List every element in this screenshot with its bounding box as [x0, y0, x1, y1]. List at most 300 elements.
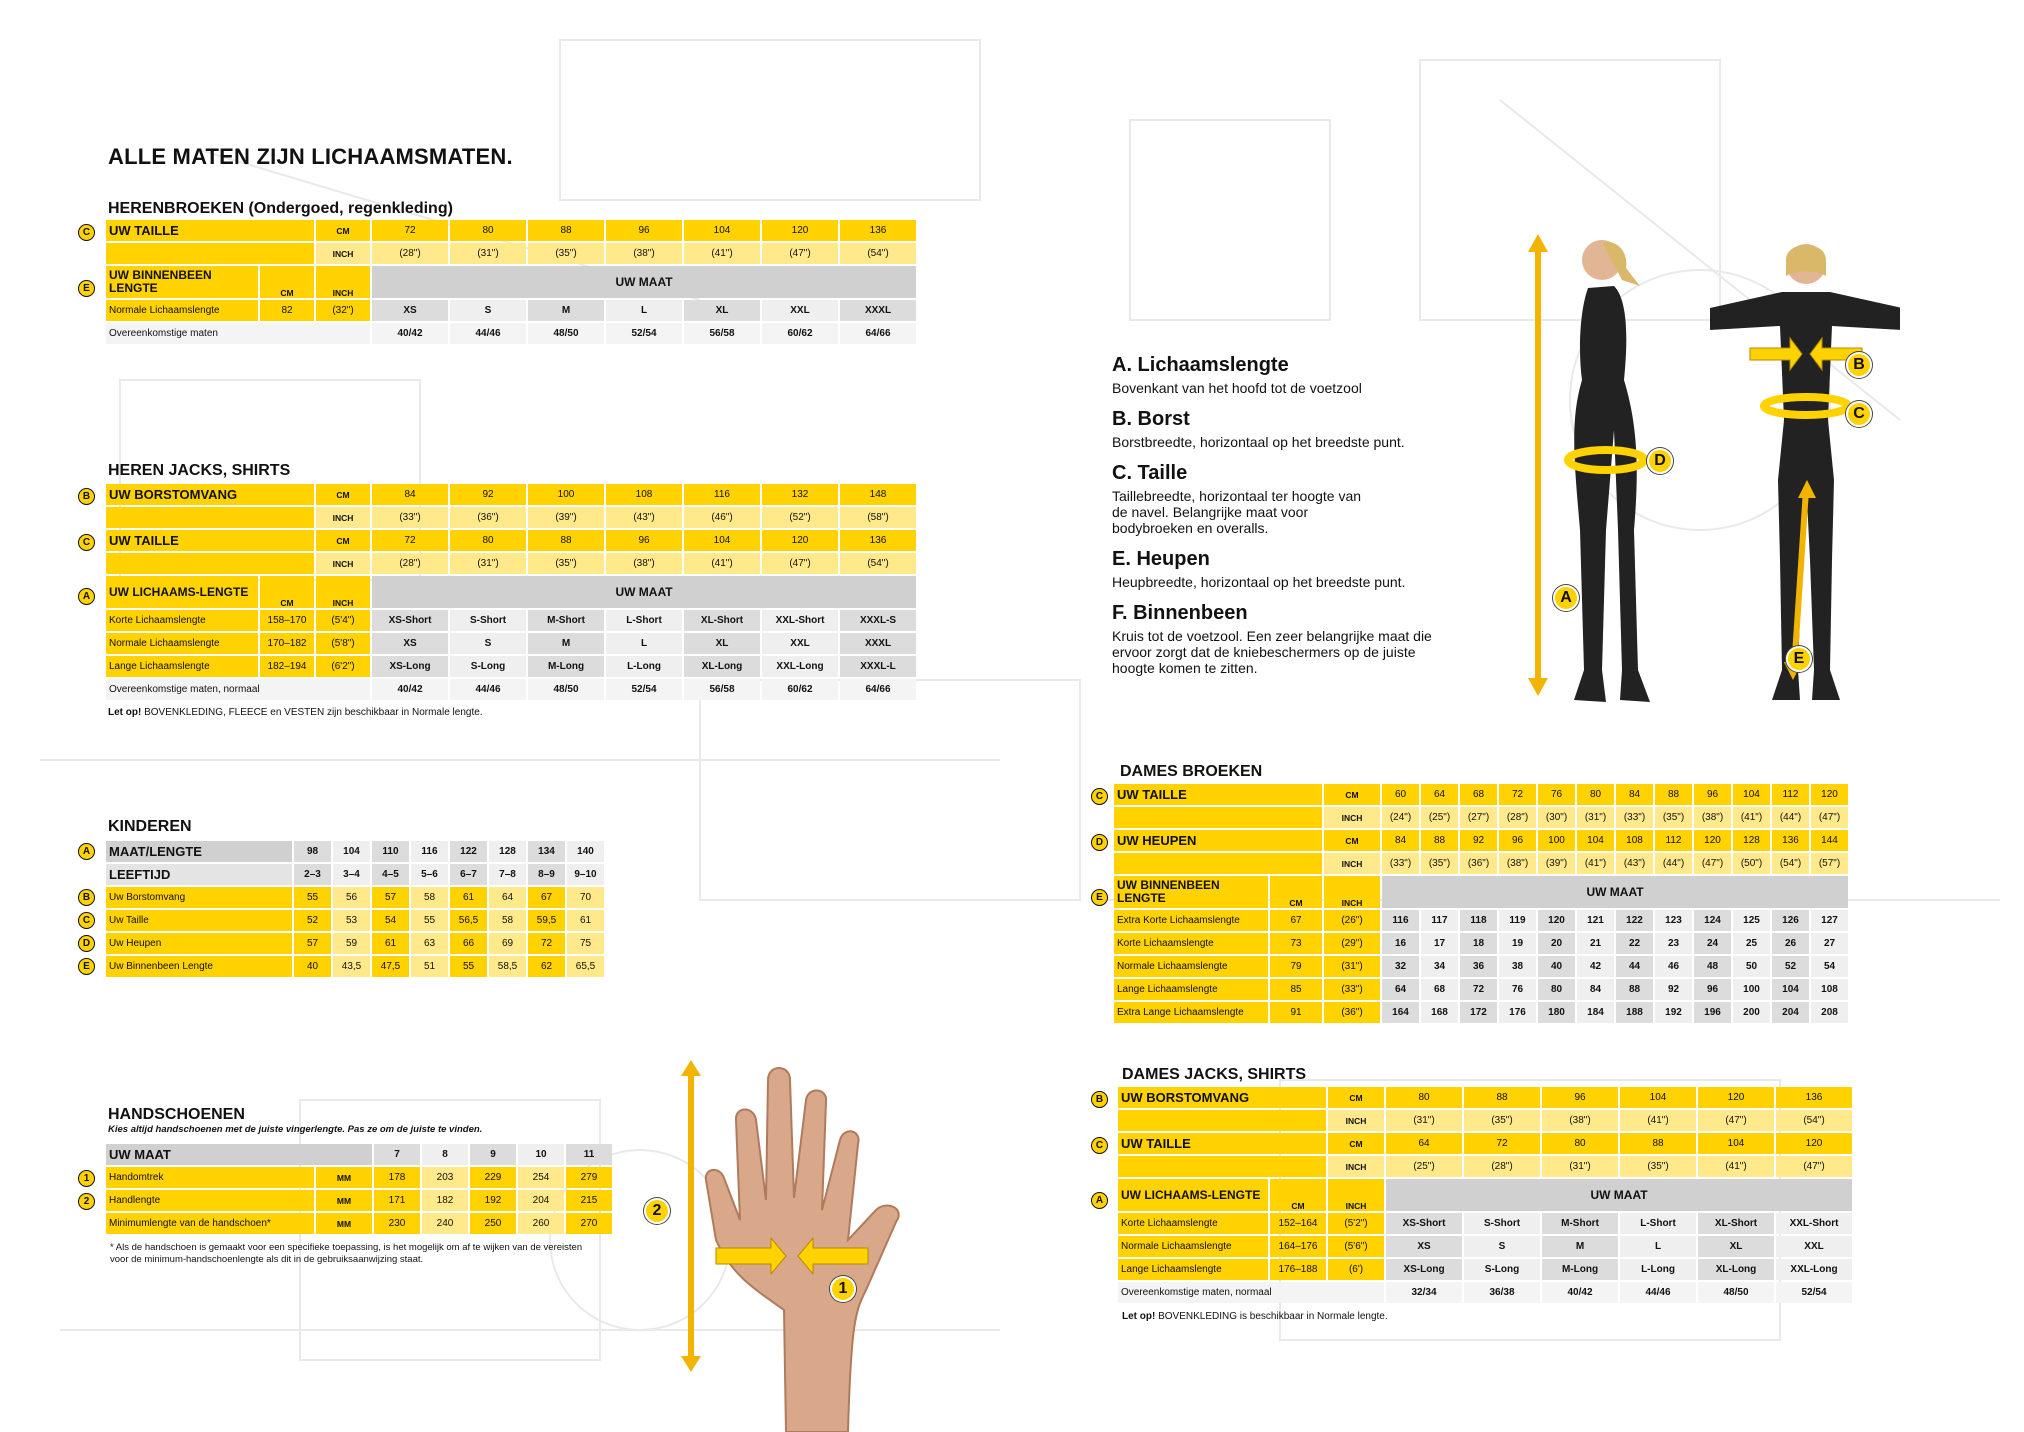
cell: 56/58	[684, 679, 760, 700]
unit-cm: CM	[1328, 1087, 1384, 1108]
uw-maat-header: UW MAAT	[372, 576, 916, 608]
cell: L-Long	[606, 656, 682, 677]
cell: 59	[333, 933, 370, 954]
cell: (29")	[1324, 933, 1380, 954]
cell: (47")	[1811, 807, 1848, 828]
cell: 100	[528, 484, 604, 505]
cell: 250	[470, 1213, 516, 1234]
cell: 80	[1538, 979, 1575, 1000]
cell: 36/38	[1464, 1282, 1540, 1303]
cell: 122	[450, 841, 487, 862]
unit-mm: MM	[316, 1213, 372, 1234]
guide-desc: Borstbreedte, horizontaal op het breedste punt.	[1112, 434, 1405, 450]
cell: L-Short	[1620, 1213, 1696, 1234]
cell: 176–188	[1270, 1259, 1326, 1280]
cell: 44/46	[450, 679, 526, 700]
cell: 52/54	[606, 679, 682, 700]
cell: 46	[1655, 956, 1692, 977]
row-label: UW TAILLE	[1118, 1133, 1326, 1154]
cell: 88	[528, 220, 604, 241]
cell: 25	[1733, 933, 1770, 954]
row-label: UW HEUPEN	[1114, 830, 1322, 851]
cell: 112	[1772, 784, 1809, 805]
cell: 126	[1772, 910, 1809, 931]
guide-title: A. Lichaamslengte	[1112, 354, 1289, 376]
cell: (54")	[840, 243, 916, 264]
cell: 67	[1270, 910, 1322, 931]
cell: (5'4")	[316, 610, 370, 631]
unit-cm: CM	[1270, 876, 1322, 908]
cell: 66	[450, 933, 487, 954]
cell: XL	[684, 300, 760, 321]
cell: 70	[567, 887, 604, 908]
cell: 136	[1772, 830, 1809, 851]
row-label: Minimumlengte van de handschoen*	[106, 1213, 314, 1234]
cell: 84	[1577, 979, 1614, 1000]
cell: 200	[1733, 1002, 1770, 1023]
cell: 5–6	[411, 864, 448, 885]
unit-inch: INCH	[316, 576, 370, 608]
note-text: BOVENKLEDING is beschikbaar in Normale lengte.	[1158, 1311, 1388, 1322]
row-label: UW TAILLE	[106, 530, 314, 551]
cell: 104	[1772, 979, 1809, 1000]
cell: (25")	[1421, 807, 1458, 828]
unit-cm: CM	[260, 576, 314, 608]
cell: 92	[1460, 830, 1497, 851]
cell: 64/66	[840, 679, 916, 700]
cell: (44")	[1772, 807, 1809, 828]
row-label: Handomtrek	[106, 1167, 314, 1188]
cell: M-Short	[528, 610, 604, 631]
badge-a: A	[1091, 1192, 1108, 1209]
cell: 59,5	[528, 910, 565, 931]
unit-inch: INCH	[316, 266, 370, 298]
dames-jacks-title: DAMES JACKS, SHIRTS	[1122, 1066, 1307, 1083]
handschoenen-subtitle: Kies altijd handschoenen met de juiste vingerlengte. Pas ze om de juiste te vinden.	[108, 1124, 483, 1135]
cell: 40	[294, 956, 331, 977]
cell: (28")	[1499, 807, 1536, 828]
guide-desc: Heupbreedte, horizontaal op het breedste punt.	[1112, 574, 1406, 590]
cell: 80	[450, 220, 526, 241]
handschoenen-footnote: * Als de handschoen is gemaakt voor een specifieke toepassing, is het mogelijk om af te wijken van de vereisten voor de minimum-handschoenlengte als dit in de gebruiksaanwijzing staat.	[110, 1242, 583, 1265]
cell: (47")	[1776, 1156, 1852, 1177]
cell: 112	[1655, 830, 1692, 851]
cell: 80	[1577, 784, 1614, 805]
cell: 184	[1577, 1002, 1614, 1023]
cell: 57	[294, 933, 331, 954]
cell: 43,5	[333, 956, 370, 977]
cell: (33")	[1324, 979, 1380, 1000]
cell: 22	[1616, 933, 1653, 954]
badge-c: C	[78, 912, 95, 929]
cell: 36	[1460, 956, 1497, 977]
cell: (41")	[1620, 1110, 1696, 1131]
cell: 60/62	[762, 323, 838, 344]
cell: (35")	[1620, 1156, 1696, 1177]
cell: 124	[1694, 910, 1731, 931]
cell: 72	[528, 933, 565, 954]
cell: 55	[450, 956, 487, 977]
cell: (52")	[762, 507, 838, 528]
cell: 80	[1386, 1087, 1462, 1108]
spacer-cell	[1114, 807, 1322, 828]
unit-cm: CM	[316, 484, 370, 505]
cell: 64	[1421, 784, 1458, 805]
cell: (32")	[316, 300, 370, 321]
cell: 4–5	[372, 864, 409, 885]
row-label: UW MAAT	[106, 1144, 372, 1165]
cell: 100	[1538, 830, 1575, 851]
row-label: Lange Lichaamslengte	[1118, 1259, 1268, 1280]
row-label: Extra Korte Lichaamslengte	[1114, 910, 1268, 931]
cell: 117	[1421, 910, 1458, 931]
cell: (35")	[528, 553, 604, 574]
cell: 120	[1698, 1087, 1774, 1108]
cell: M-Long	[528, 656, 604, 677]
cell: 122	[1616, 910, 1653, 931]
cell: S	[450, 633, 526, 654]
cell: 9	[470, 1144, 516, 1165]
cell: 40/42	[372, 679, 448, 700]
cell: 215	[566, 1190, 612, 1211]
unit-cm: CM	[1328, 1133, 1384, 1154]
badge-c: C	[1091, 788, 1108, 805]
cell: L-Long	[1620, 1259, 1696, 1280]
hand-illustration	[636, 1060, 936, 1432]
cell: (6'2")	[316, 656, 370, 677]
cell: 44/46	[1620, 1282, 1696, 1303]
cell: 100	[1733, 979, 1770, 1000]
cell: 120	[1776, 1133, 1852, 1154]
cell: 188	[1616, 1002, 1653, 1023]
cell: M	[528, 633, 604, 654]
measure-guide	[1112, 354, 1452, 676]
cell: 104	[684, 530, 760, 551]
row-label: Overeenkomstige maten	[106, 323, 370, 344]
cell: 26	[1772, 933, 1809, 954]
cell: 120	[762, 530, 838, 551]
note-bold: Let op!	[1122, 1311, 1156, 1322]
handschoenen-table	[104, 1142, 614, 1236]
cell: L	[1620, 1236, 1696, 1257]
cell: 7	[374, 1144, 420, 1165]
row-label: MAAT/LENGTE	[106, 841, 292, 862]
cell: (5'2")	[1328, 1213, 1384, 1234]
badge-b: B	[1091, 1091, 1108, 1108]
cell: 204	[518, 1190, 564, 1211]
cell: XS	[1386, 1236, 1462, 1257]
cell: 48/50	[528, 323, 604, 344]
cell: (46")	[684, 507, 760, 528]
cell: 136	[1776, 1087, 1852, 1108]
cell: (35")	[528, 243, 604, 264]
cell: 204	[1772, 1002, 1809, 1023]
cell: 132	[762, 484, 838, 505]
cell: 62	[528, 956, 565, 977]
cell: L	[606, 300, 682, 321]
cell: 63	[411, 933, 448, 954]
cell: 104	[1733, 784, 1770, 805]
cell: (47")	[1694, 853, 1731, 874]
cell: (47")	[1698, 1110, 1774, 1131]
cell: 58	[489, 910, 526, 931]
cell: (24")	[1382, 807, 1419, 828]
row-label: Uw Taille	[106, 910, 292, 931]
cell: (31")	[1386, 1110, 1462, 1131]
cell: 134	[528, 841, 565, 862]
cell: 91	[1270, 1002, 1322, 1023]
cell: (57")	[1811, 853, 1848, 874]
cell: (54")	[1772, 853, 1809, 874]
cell: 7–8	[489, 864, 526, 885]
cell: 140	[567, 841, 604, 862]
cell: (38")	[1694, 807, 1731, 828]
cell: 72	[1464, 1133, 1540, 1154]
cell: 20	[1538, 933, 1575, 954]
row-label: UW BINNENBEEN LENGTE	[1114, 876, 1268, 908]
kinderen-table	[104, 839, 606, 979]
cell: 123	[1655, 910, 1692, 931]
cell: 88	[1620, 1133, 1696, 1154]
spacer-cell	[1118, 1110, 1326, 1131]
cell: 172	[1460, 1002, 1497, 1023]
unit-inch: INCH	[1324, 807, 1380, 828]
unit-inch: INCH	[1324, 876, 1380, 908]
cell: 64	[489, 887, 526, 908]
cell: L-Short	[606, 610, 682, 631]
cell: 16	[1382, 933, 1419, 954]
unit-mm: MM	[316, 1167, 372, 1188]
uw-maat-header: UW MAAT	[372, 266, 916, 298]
kinderen-title: KINDEREN	[108, 818, 192, 835]
uw-maat-header: UW MAAT	[1386, 1179, 1852, 1211]
cell: 40/42	[1542, 1282, 1618, 1303]
cell: 64	[1382, 979, 1419, 1000]
unit-cm: CM	[316, 530, 370, 551]
row-label: Lange Lichaamslengte	[106, 656, 258, 677]
cell: 144	[1811, 830, 1848, 851]
badge-b: B	[78, 889, 95, 906]
cell: 48	[1694, 956, 1731, 977]
cell: M-Long	[1542, 1259, 1618, 1280]
cell: 96	[606, 530, 682, 551]
cell: 108	[606, 484, 682, 505]
cell: M-Short	[1542, 1213, 1618, 1234]
cell: (6')	[1328, 1259, 1384, 1280]
cell: 171	[374, 1190, 420, 1211]
cell: 32	[1382, 956, 1419, 977]
cell: XS-Long	[1386, 1259, 1462, 1280]
cell: XXL	[762, 633, 838, 654]
badge-1: 1	[78, 1170, 95, 1187]
cell: (41")	[1577, 853, 1614, 874]
cell: (54")	[1776, 1110, 1852, 1131]
row-label: Overeenkomstige maten, normaal	[1118, 1282, 1384, 1303]
badge-a: A	[78, 588, 95, 605]
guide-title: E. Heupen	[1112, 548, 1210, 570]
spacer-cell	[106, 507, 314, 528]
unit-inch: INCH	[1328, 1110, 1384, 1131]
row-label: Normale Lichaamslengte	[106, 300, 258, 321]
cell: 108	[1811, 979, 1848, 1000]
cell: (31")	[1577, 807, 1614, 828]
spacer-cell	[1118, 1156, 1326, 1177]
cell: 55	[411, 910, 448, 931]
cell: 72	[1460, 979, 1497, 1000]
cell: 120	[1694, 830, 1731, 851]
badge-e: E	[1786, 646, 1812, 672]
cell: 44/46	[450, 323, 526, 344]
cell: 96	[1542, 1087, 1618, 1108]
cell: (41")	[1698, 1156, 1774, 1177]
cell: 120	[1811, 784, 1848, 805]
cell: 128	[1733, 830, 1770, 851]
row-label: Normale Lichaamslengte	[1114, 956, 1268, 977]
cell: 51	[411, 956, 448, 977]
row-label: Normale Lichaamslengte	[1118, 1236, 1268, 1257]
cell: 270	[566, 1213, 612, 1234]
cell: 32/34	[1386, 1282, 1462, 1303]
guide-title: F. Binnenbeen	[1112, 602, 1248, 624]
cell: (38")	[1542, 1110, 1618, 1131]
cell: 6–7	[450, 864, 487, 885]
unit-cm: CM	[316, 220, 370, 241]
cell: 240	[422, 1213, 468, 1234]
cell: S-Long	[1464, 1259, 1540, 1280]
cell: 84	[372, 484, 448, 505]
cell: (26")	[1324, 910, 1380, 931]
cell: (41")	[684, 553, 760, 574]
cell: XL	[1698, 1236, 1774, 1257]
badge-d: D	[1091, 834, 1108, 851]
cell: 58,5	[489, 956, 526, 977]
cell: 8–9	[528, 864, 565, 885]
cell: 260	[518, 1213, 564, 1234]
cell: 72	[372, 530, 448, 551]
cell: 79	[1270, 956, 1322, 977]
cell: 136	[840, 220, 916, 241]
cell: 17	[1421, 933, 1458, 954]
row-label: Korte Lichaamslengte	[106, 610, 258, 631]
cell: 104	[333, 841, 370, 862]
cell: 61	[567, 910, 604, 931]
cell: 73	[1270, 933, 1322, 954]
cell: XS-Short	[1386, 1213, 1462, 1234]
cell: 164	[1382, 1002, 1419, 1023]
cell: 48/50	[528, 679, 604, 700]
row-label: UW BORSTOMVANG	[106, 484, 314, 505]
cell: 80	[450, 530, 526, 551]
unit-inch: INCH	[316, 553, 370, 574]
cell: 48/50	[1698, 1282, 1774, 1303]
row-label: Uw Borstomvang	[106, 887, 292, 908]
cell: 119	[1499, 910, 1536, 931]
cell: 254	[518, 1167, 564, 1188]
cell: 182–194	[260, 656, 314, 677]
badge-a: A	[78, 843, 95, 860]
cell: 38	[1499, 956, 1536, 977]
cell: (28")	[372, 243, 448, 264]
cell: 192	[1655, 1002, 1692, 1023]
dames-jacks-note	[1122, 1311, 1388, 1322]
spacer-cell	[1114, 853, 1322, 874]
herenbroeken-table	[104, 218, 918, 346]
cell: 118	[1460, 910, 1497, 931]
cell: 54	[1811, 956, 1848, 977]
heren-jacks-note	[108, 707, 483, 718]
cell: 75	[567, 933, 604, 954]
cell: 128	[489, 841, 526, 862]
cell: (39")	[528, 507, 604, 528]
cell: (28")	[372, 553, 448, 574]
cell: 180	[1538, 1002, 1575, 1023]
cell: 92	[1655, 979, 1692, 1000]
cell: (47")	[762, 243, 838, 264]
handschoenen-title: HANDSCHOENEN	[108, 1106, 245, 1123]
row-label: Normale Lichaamslengte	[106, 633, 258, 654]
cell: XL-Short	[1698, 1213, 1774, 1234]
cell: 104	[684, 220, 760, 241]
row-label: UW LICHAAMS-LENGTE	[1118, 1179, 1268, 1211]
cell: 2–3	[294, 864, 331, 885]
heren-jacks-table	[104, 482, 918, 702]
row-label: Extra Lange Lichaamslengte	[1114, 1002, 1268, 1023]
cell: 96	[1694, 979, 1731, 1000]
cell: S	[450, 300, 526, 321]
badge-b: B	[78, 488, 95, 505]
cell: XXL	[1776, 1236, 1852, 1257]
cell: XXXL	[840, 300, 916, 321]
cell: 56/58	[684, 323, 760, 344]
cell: (35")	[1421, 853, 1458, 874]
guide-title: C. Taille	[1112, 462, 1188, 484]
cell: 8	[422, 1144, 468, 1165]
cell: M	[1542, 1236, 1618, 1257]
cell: XXL-Short	[762, 610, 838, 631]
cell: 92	[450, 484, 526, 505]
cell: (36")	[450, 507, 526, 528]
cell: (31")	[450, 243, 526, 264]
cell: 34	[1421, 956, 1458, 977]
cell: 65,5	[567, 956, 604, 977]
unit-cm: CM	[260, 266, 314, 298]
badge-2: 2	[78, 1193, 95, 1210]
row-label: Korte Lichaamslengte	[1118, 1213, 1268, 1234]
cell: L	[606, 633, 682, 654]
unit-inch: INCH	[316, 243, 370, 264]
cell: 72	[372, 220, 448, 241]
cell: 176	[1499, 1002, 1536, 1023]
cell: XXXL-L	[840, 656, 916, 677]
cell: XXXL	[840, 633, 916, 654]
row-label: UW LICHAAMS-LENGTE	[106, 576, 258, 608]
cell: S-Short	[1464, 1213, 1540, 1234]
cell: 61	[372, 933, 409, 954]
cell: (33")	[1616, 807, 1653, 828]
cell: (31")	[1542, 1156, 1618, 1177]
cell: XXL-Long	[1776, 1259, 1852, 1280]
cell: 125	[1733, 910, 1770, 931]
row-label: Korte Lichaamslengte	[1114, 933, 1268, 954]
unit-inch: INCH	[1328, 1156, 1384, 1177]
row-label: UW BORSTOMVANG	[1118, 1087, 1326, 1108]
cell: 182	[422, 1190, 468, 1211]
cell: 178	[374, 1167, 420, 1188]
cell: XXL-Long	[762, 656, 838, 677]
cell: 230	[374, 1213, 420, 1234]
cell: (33")	[1382, 853, 1419, 874]
cell: 120	[762, 220, 838, 241]
